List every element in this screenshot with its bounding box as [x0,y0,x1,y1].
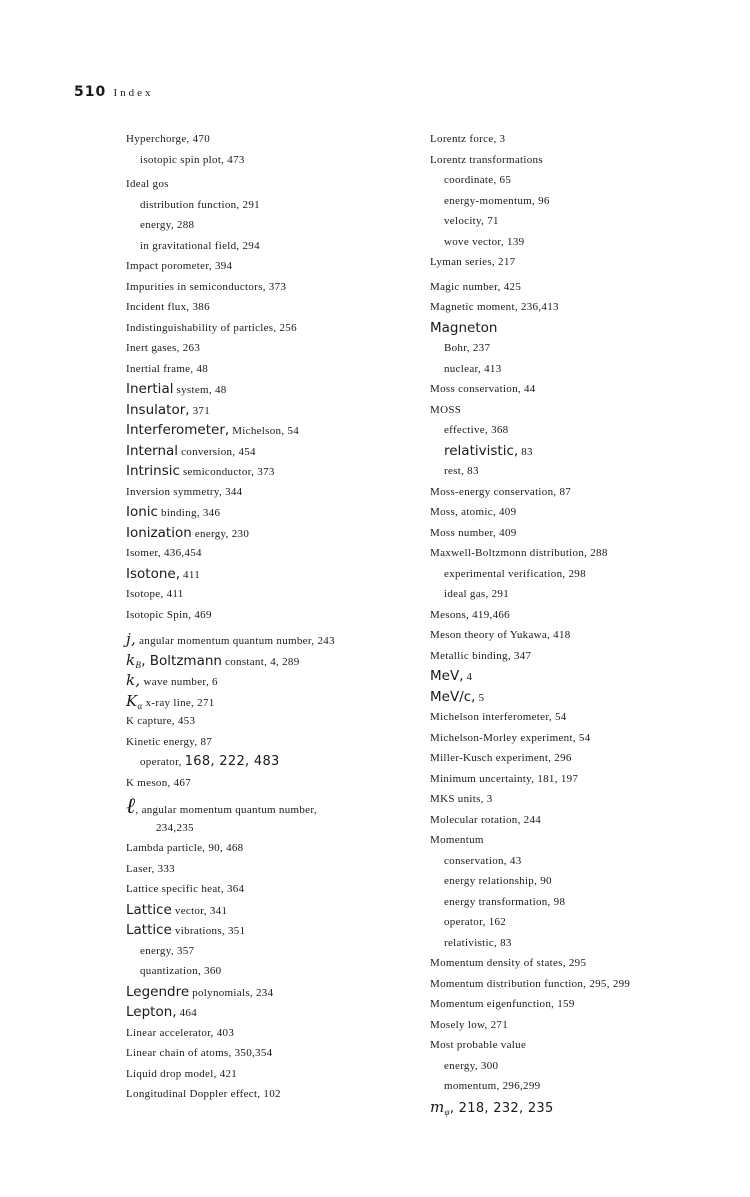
index-text: Inert gases, 263 [126,342,201,354]
index-text: MOSS [430,403,462,416]
index-text: Bohr, 237 [444,342,491,354]
page-header [74,84,154,100]
index-text: coordinate, 65 [444,174,512,186]
index-subscript: α [137,700,143,711]
index-entry [126,818,416,839]
index-entry [126,564,416,585]
index-term: Intrinsic [126,463,180,479]
index-text: Most probable value [430,1039,527,1051]
index-term: Isotone, [126,565,180,582]
index-entry [430,769,730,790]
index-entry [126,879,416,900]
index-term: Ionization [126,524,192,541]
index-entry [430,441,730,462]
index-symbol: j, [126,630,137,648]
index-text: in gravitational field, 294 [140,239,260,252]
index-text: relativistic, 83 [444,936,512,949]
index-text: 234,235 [156,821,194,834]
index-text: Metallic binding, 347 [430,649,532,662]
index-entry [126,359,416,380]
index-text: Momentum distribution function, 295, 299 [430,977,631,990]
index-entry [430,1097,730,1118]
index-entry [126,1084,416,1105]
index-text: energy transformation, 98 [444,895,566,908]
index-entry [126,297,416,318]
index-entry [430,625,730,646]
index-term: Insulator, [126,401,190,418]
index-entry [126,629,416,650]
index-text: Moss, atomic, 409 [430,506,517,518]
index-entry [126,543,416,564]
index-entry [430,666,730,687]
index-entry [126,236,416,257]
index-text: momentum, 296,299 [444,1080,541,1092]
index-text: Maxwell-Boltzmonn distribution, 288 [430,547,608,559]
index-text: Mosely low, 271 [430,1018,509,1031]
index-column-left [126,129,416,1105]
index-text: constant, 4, 289 [221,655,300,668]
index-entry [126,482,416,503]
index-term: MeV, [430,668,464,684]
index-text: Miller-Kusch experiment, 296 [430,752,572,764]
index-text: vibrations, 351 [171,925,246,937]
index-term: Inertial [126,381,174,397]
index-entry [126,318,416,339]
index-text: Lambda particle, 90, 468 [126,842,244,854]
index-entry [430,461,730,482]
index-entry [126,982,416,1003]
index-entry [126,256,416,277]
index-entry [430,318,730,339]
index-text: Lorentz transformations [430,153,543,166]
index-entry [430,543,730,564]
index-term: Legendre [126,983,190,1000]
index-term: Lepton, [126,1004,177,1020]
index-entry [430,584,730,605]
index-text: Moss-energy conservation, 87 [430,485,572,498]
index-entry [430,297,730,318]
index-text: energy, 357 [140,944,195,957]
index-text: energy, 300 [444,1059,499,1072]
index-entry [430,974,730,995]
index-text: Liquid drop model, 421 [126,1067,238,1080]
index-entry [126,711,416,732]
index-entry [126,691,416,712]
index-entry [430,994,730,1015]
index-symbol: ℓ [126,794,136,819]
index-text: Inversion symmetry, 344 [126,485,243,498]
index-text: Michelson interferometer, 54 [430,711,567,723]
index-text: conversion, 454 [178,445,256,458]
index-text: Meson theory of Yukawa, 418 [430,629,571,641]
index-term: relativistic, [444,442,519,459]
index-text: Lorentz force, 3 [430,133,506,145]
index-subscript: B [135,659,142,670]
index-text: angular momentum quantum number, 243 [136,635,335,647]
index-entry [126,838,416,859]
index-text: Isotope, 411 [126,588,184,600]
index-text: Impact porometer, 394 [126,260,233,272]
index-text: Longitudinal Doppler effect, 102 [126,1088,281,1100]
index-term: Internal [126,442,179,459]
index-entry [430,1076,730,1097]
index-entry [126,773,416,794]
index-text: 83 [518,445,533,458]
index-entry [430,646,730,667]
index-entry [126,461,416,482]
index-text: Moss number, 409 [430,526,517,539]
index-text: Isomer, 436,454 [126,547,202,559]
index-entry [126,584,416,605]
index-text: MKS units, 3 [430,793,493,805]
index-entry [126,215,416,236]
index-text: energy, 230 [191,527,250,540]
index-entry [126,1023,416,1044]
index-entry [430,1015,730,1036]
index-entry [126,1064,416,1085]
index-symbol: m [430,1097,445,1116]
index-text: Linear chain of atoms, 350,354 [126,1047,273,1059]
index-text: K meson, 467 [126,776,192,789]
index-entry [430,1035,730,1056]
index-column-right [430,129,730,1117]
index-text: semiconductor, 373 [179,466,275,478]
index-text: system, 48 [173,384,227,396]
index-text: energy, 288 [140,219,195,231]
index-text: ideal gas, 291 [444,588,509,600]
index-entry [126,650,416,671]
index-entry [430,564,730,585]
index-text: operator, [140,756,185,768]
index-entry [126,920,416,941]
index-term: , Boltzmann [141,652,222,669]
index-text: Moss conservation, 44 [430,383,536,395]
index-entry [430,129,730,150]
index-text: Laser, 333 [126,862,175,875]
index-text: operator, 162 [444,916,507,928]
index-text: velocity, 71 [444,215,499,227]
index-text: x-ray line, 271 [142,696,215,709]
index-text: energy-momentum, 96 [444,194,550,207]
index-text: K capture, 453 [126,715,196,727]
index-entry [430,687,730,708]
index-text: Hyperchorge, 470 [126,133,211,145]
index-entry [430,379,730,400]
index-term: Lattice [126,901,172,918]
index-text: Magic number, 425 [430,280,522,293]
index-text: energy relationship, 90 [444,875,552,887]
index-text: effective, 368 [444,424,509,436]
index-text: Minimum uncertainty, 181, 197 [430,772,579,785]
index-text: Michelson-Morley experiment, 54 [430,731,591,744]
index-entry [126,523,416,544]
index-entry [126,379,416,400]
index-text: polynomials, 234 [189,986,274,999]
index-text: 464 [176,1007,198,1019]
index-text: isotopic spin plot, 473 [140,153,245,166]
index-entry [430,150,730,171]
index-entry [430,871,730,892]
index-text: Inertial frame, 48 [126,362,209,375]
index-text: distribution function, 291 [140,198,260,211]
index-entry [430,191,730,212]
index-entry [126,900,416,921]
index-entry [430,789,730,810]
index-text: Kinetic energy, 87 [126,735,213,748]
index-term: MeV/c, [430,688,476,705]
index-entry [430,420,730,441]
index-entry [430,170,730,191]
index-text: Indistinguishability of particles, 256 [126,321,297,334]
index-text: experimental verification, 298 [444,567,586,580]
running-head: Index [113,87,154,99]
index-text: Incident flux, 386 [126,301,210,313]
index-term: Lattice [126,922,172,938]
index-entry [126,859,416,880]
index-text: vector, 341 [171,904,228,917]
index-entry [430,933,730,954]
index-text: Linear accelerator, 403 [126,1026,235,1039]
index-text: Michelson, 54 [229,425,300,437]
index-entry [430,359,730,380]
index-entry [126,752,416,773]
index-pages: , 218, 232, 235 [449,1100,554,1116]
index-entry [126,1002,416,1023]
index-entry [430,912,730,933]
index-entry [430,707,730,728]
index-text: 4 [463,671,473,683]
index-entry [430,851,730,872]
index-entry [430,277,730,298]
index-entry [430,728,730,749]
index-symbol: k, [126,671,141,689]
index-entry [126,605,416,626]
index-entry [430,953,730,974]
index-entry [430,400,730,421]
index-entry [430,232,730,253]
index-term: Ionic [126,504,158,520]
index-text: Momentum [430,834,484,846]
index-entry [126,150,416,171]
index-text: 411 [179,568,201,581]
index-symbol: k [126,650,136,669]
index-text: Mesons, 419,466 [430,608,510,621]
index-text: rest, 83 [444,465,479,477]
index-text: wave number, 6 [140,676,218,688]
index-entry [126,195,416,216]
index-entry [126,174,416,195]
index-text: binding, 346 [157,507,221,519]
index-entry [126,277,416,298]
index-term: Interferometer, [126,422,230,438]
index-text: Momentum eigenfunction, 159 [430,998,575,1010]
index-entry [430,830,730,851]
index-entry [430,338,730,359]
index-pages: 168, 222, 483 [184,754,280,769]
index-entry [430,748,730,769]
index-entry [430,252,730,273]
index-text: 371 [189,404,210,417]
index-text: Lyman series, 217 [430,256,516,268]
index-text: Momentum density of states, 295 [430,957,587,969]
index-entry [126,732,416,753]
index-text: wove vector, 139 [444,235,525,248]
index-entry [126,941,416,962]
index-entry [430,482,730,503]
index-entry [126,670,416,691]
index-entry [430,1056,730,1077]
index-term: Magneton [430,319,498,336]
index-entry [126,502,416,523]
index-text: Molecular rotation, 244 [430,813,542,826]
index-entry [126,129,416,150]
index-text: 5 [475,691,485,704]
index-entry [126,961,416,982]
index-entry [430,523,730,544]
index-entry [126,441,416,462]
index-entry [126,400,416,421]
index-text: Isotopic Spin, 469 [126,608,212,621]
index-text: Magnetic moment, 236,413 [430,301,559,313]
index-text: , angular momentum quantum number, [135,804,317,816]
index-entry [430,605,730,626]
index-text: Impurities in semiconductors, 373 [126,280,287,293]
page-number: 510 [74,84,107,100]
index-entry [126,338,416,359]
index-entry [430,502,730,523]
index-entry [430,810,730,831]
index-text: nuclear, 413 [444,362,502,375]
index-entry [430,211,730,232]
index-entry [126,1043,416,1064]
index-symbol: K [126,691,138,710]
index-subscript: φ [444,1106,450,1117]
index-entry [126,420,416,441]
index-text: conservation, 43 [444,854,522,867]
index-entry [126,794,416,819]
index-text: quantization, 360 [140,965,222,977]
index-text: Ideal gos [126,178,169,190]
index-entry [430,892,730,913]
index-text: Lattice specific heat, 364 [126,883,245,895]
